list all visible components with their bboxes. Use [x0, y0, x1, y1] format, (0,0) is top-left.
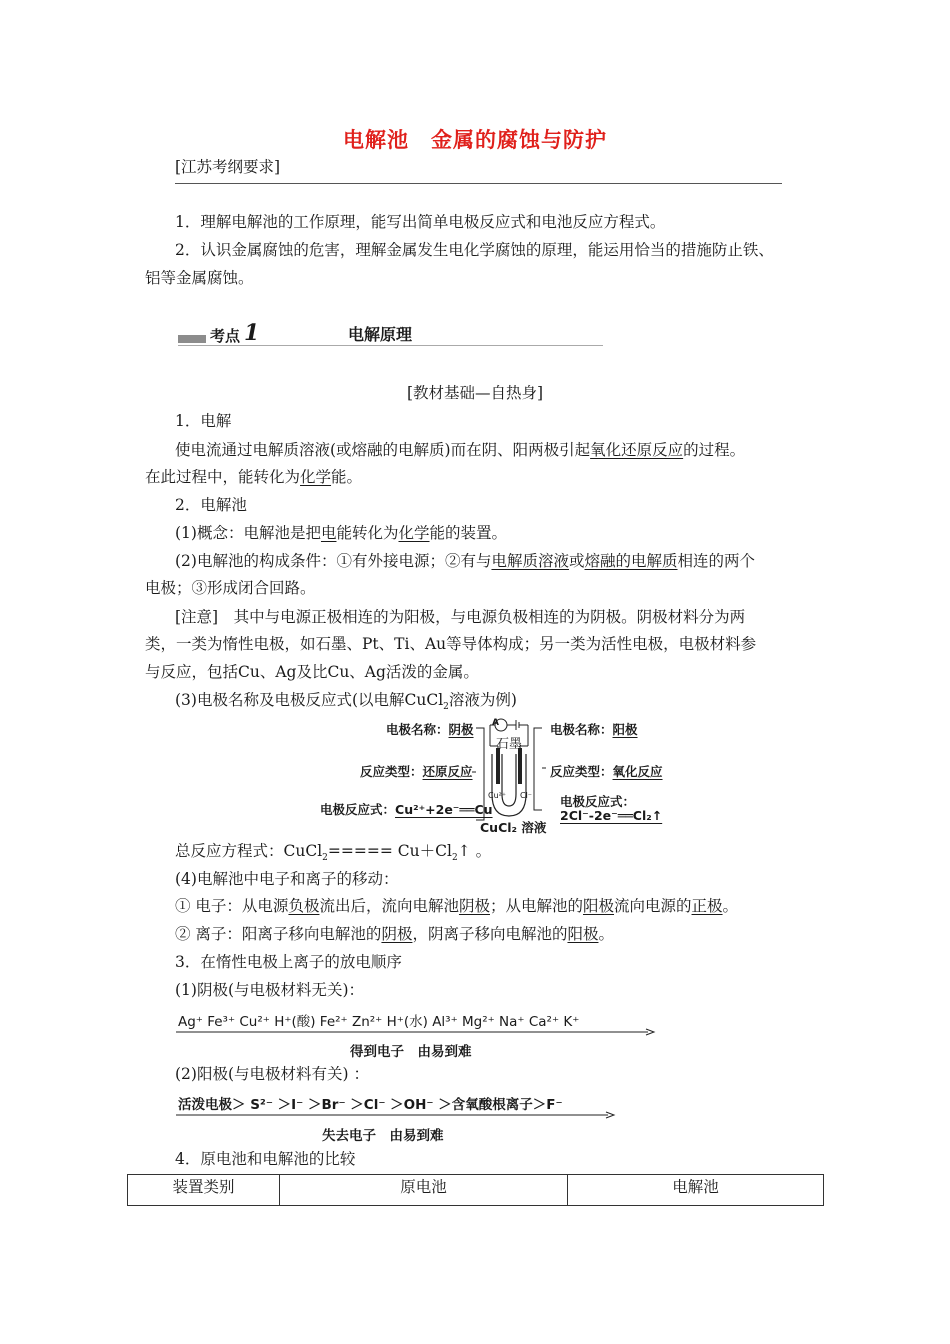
electrolysis-diagram — [318, 716, 668, 834]
heading-cell: 2．电解池 — [175, 496, 247, 514]
cathode-reaction-type: 反应类型：还原反应 — [360, 764, 473, 779]
section-marker — [178, 335, 206, 343]
section-label: 考点 — [210, 327, 241, 345]
cathode-equation: 电极反应式：Cu²⁺+2e⁻══Cu — [320, 802, 493, 817]
paragraph: (3)电极名称及电极反应式(以电解CuCl$_2$溶液为例) — [175, 691, 517, 713]
anion-label: Cl⁻ — [520, 791, 533, 800]
page-title: 电解池 金属的腐蚀与防护 — [343, 128, 607, 152]
cathode-series: Ag⁺ Fe³⁺ Cu²⁺ H⁺(酸) Fe²⁺ Zn²⁺ H⁺(水) Al³⁺ Mg²⁺ Na⁺ Ca²⁺ K⁺ — [178, 1014, 580, 1030]
total-equation: 总反应方程式：CuCl$_2$===== $Cu+Cl_2↑$ 。 — [175, 842, 492, 864]
cation-label: Cu²⁺ — [488, 791, 507, 800]
note: 与反应，包括Cu、Ag及比Cu、Ag活泼的金属。 — [145, 663, 479, 681]
electron-movement: ① 电子：从电源负极流出后，流向电解池阴极；从电解池的阳极流向电源的正极。 — [175, 897, 739, 915]
table-header-cell: 装置类别 — [128, 1175, 280, 1206]
ion-movement: ② 离子：阳离子移向电解池的阴极，阴离子移向电解池的阳极。 — [175, 925, 614, 943]
movement-heading: (4)电解池中电子和离子的移动： — [175, 870, 399, 888]
anode-name: 电极名称：阳极 — [550, 722, 638, 737]
table-header-cell: 电解池 — [568, 1175, 824, 1206]
cathode-name: 电极名称：阴极 — [386, 722, 474, 737]
anode-arrow — [176, 1111, 616, 1119]
divider — [175, 183, 782, 184]
requirement-item: 2．认识金属腐蚀的危害，理解金属发生电化学腐蚀的原理，能运用恰当的措施防止铁、 — [175, 241, 774, 259]
table-header-cell: 原电池 — [280, 1175, 568, 1206]
paragraph: 电极；③形成闭合回路。 — [145, 579, 316, 597]
anode-reaction-type: 反应类型：氧化反应 — [550, 764, 663, 779]
note: 类，一类为惰性电极，如石墨、Pt、Ti、Au等导体构成；另一类为活性电极，电极材料参 — [145, 635, 757, 653]
paragraph: 在此过程中，能转化为化学能。 — [145, 468, 363, 486]
discharge-heading: 3．在惰性电极上离子的放电顺序 — [175, 953, 402, 971]
section-underline — [178, 345, 603, 346]
anode-equation-label: 电极反应式： — [560, 794, 636, 809]
heading-electrolysis: 1．电解 — [175, 412, 232, 430]
anode-caption: 失去电子 由易到难 — [322, 1128, 444, 1144]
note: [注意] 其中与电源正极相连的为阳极，与电源负极相连的为阴极。阴极材料分为两 — [175, 608, 746, 626]
electrode-material: 石墨 — [496, 737, 523, 752]
requirement-item: 铝等金属腐蚀。 — [145, 269, 254, 287]
subheader: [教材基础—自热身] — [406, 384, 544, 402]
cathode-arrow — [176, 1028, 656, 1036]
cathode-heading: (1)阴极(与电极材料无关)： — [175, 981, 365, 999]
comparison-table — [127, 1174, 824, 1206]
section-title: 电解原理 — [348, 325, 413, 344]
requirements-label: [江苏考纲要求] — [175, 158, 281, 176]
comparison-heading: 4．原电池和电解池的比较 — [175, 1150, 356, 1168]
paragraph: 使电流通过电解质溶液(或熔融的电解质)而在阴、阳两极引起氧化还原反应的过程。 — [175, 441, 746, 459]
requirement-item: 1．理解电解池的工作原理，能写出简单电极反应式和电池反应方程式。 — [175, 213, 666, 231]
anode-heading: (2)阳极(与电极材料有关) ： — [175, 1065, 369, 1083]
paragraph: (2)电解池的构成条件：①有外接电源；②有与电解质溶液或熔融的电解质相连的两个 — [175, 552, 756, 570]
table-row — [128, 1175, 824, 1206]
ammeter-label: A — [492, 718, 499, 728]
section-number: 1 — [244, 320, 260, 346]
cathode-caption: 得到电子 由易到难 — [350, 1044, 472, 1060]
paragraph: (1)概念：电解池是把电能转化为化学能的装置。 — [175, 524, 508, 542]
anode-series: 活泼电极＞ S²⁻ ＞I⁻ ＞Br⁻ ＞Cl⁻ ＞OH⁻ ＞含氧酸根离子＞F⁻ — [178, 1097, 563, 1113]
solution-label: CuCl₂ 溶液 — [480, 820, 547, 835]
anode-equation: 2Cl⁻-2e⁻══Cl₂↑ — [560, 808, 663, 823]
